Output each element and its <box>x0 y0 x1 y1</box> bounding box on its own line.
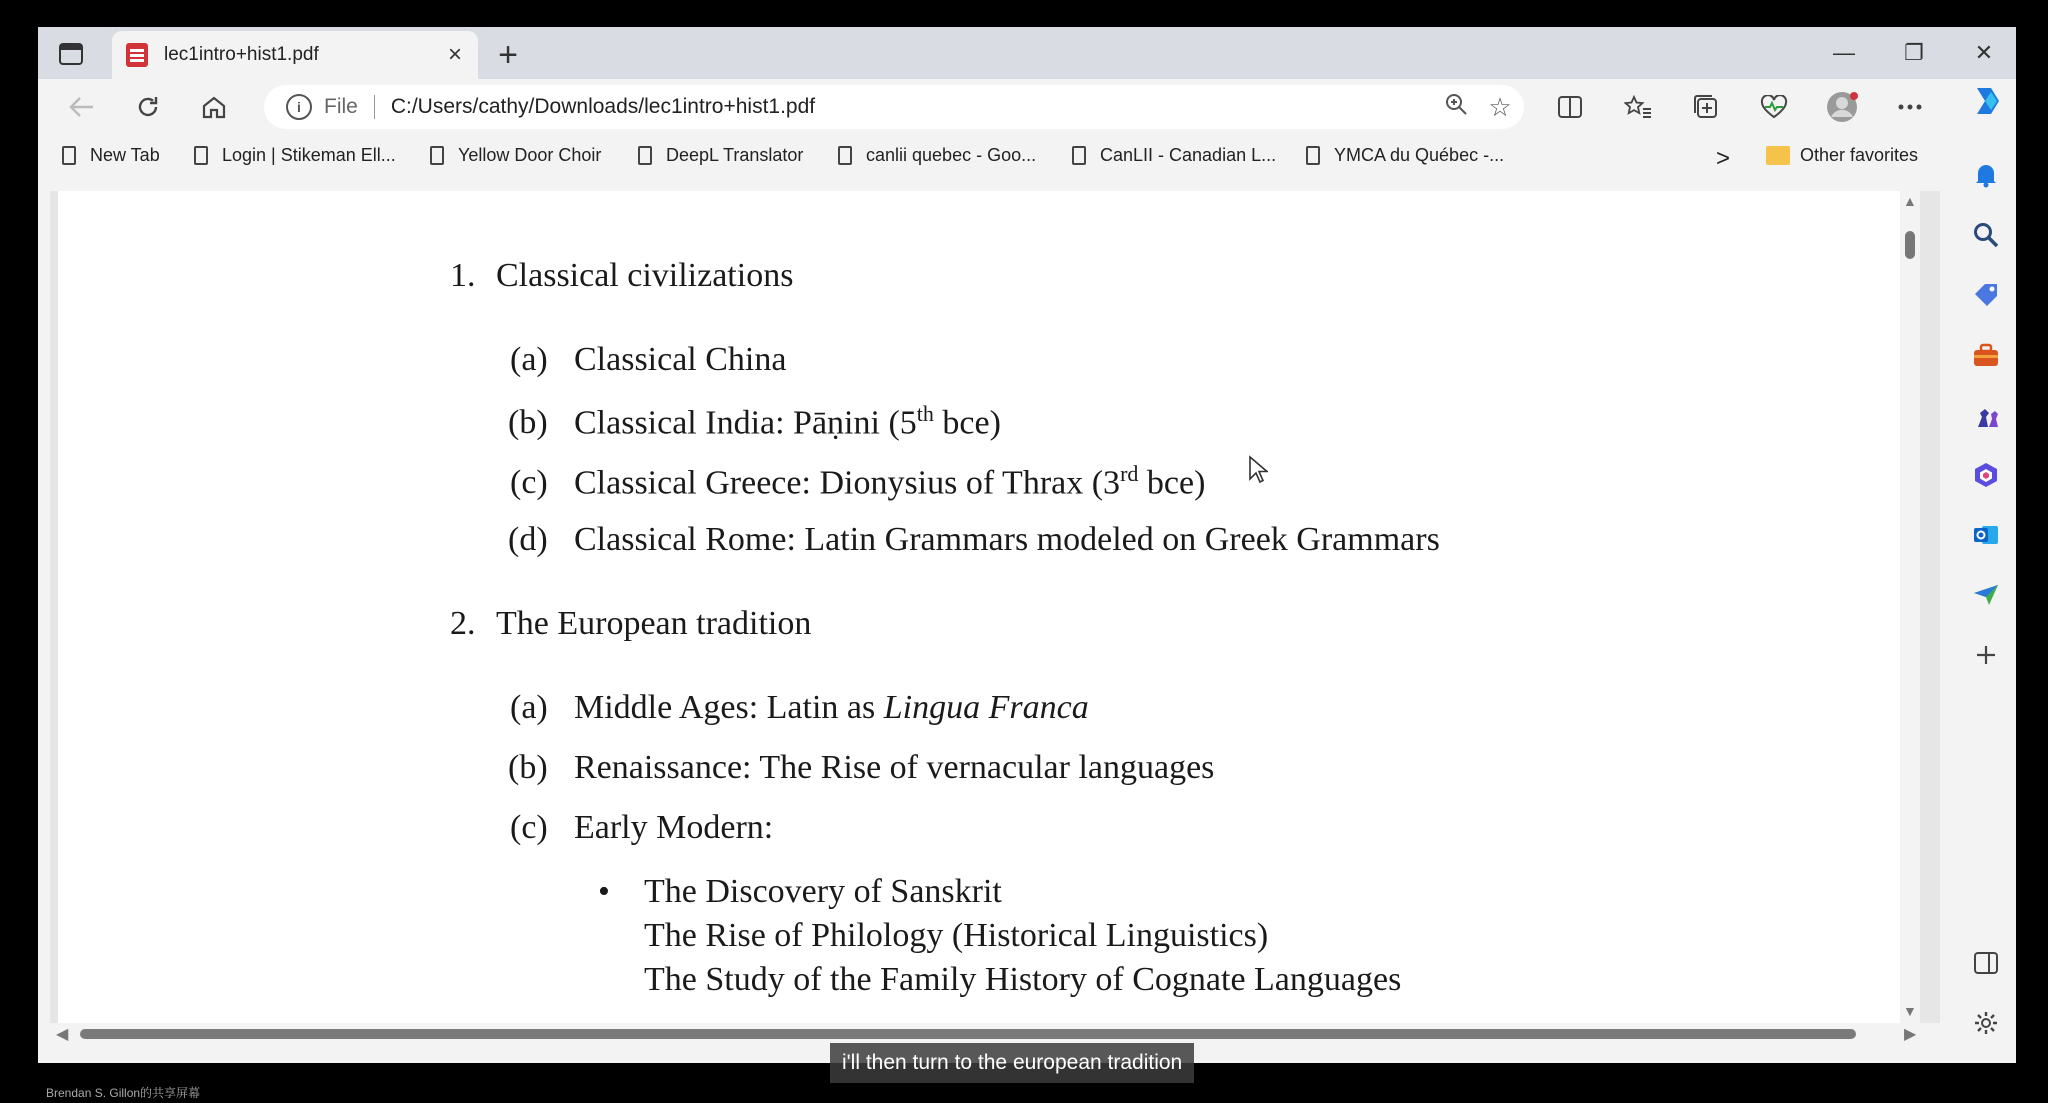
search-icon <box>1973 222 1999 248</box>
shopping-button[interactable] <box>1966 275 2006 315</box>
profile-button[interactable] <box>1822 87 1862 127</box>
presenter-label: Brendan S. Gillon的共享屏幕 <box>46 1086 201 1100</box>
pdf-viewer[interactable] <box>50 191 1940 1044</box>
favorites-bar <box>38 135 2016 183</box>
file-label: File <box>324 95 358 118</box>
bullet-line: The Study of the Family History of Cognate Languages <box>644 961 1402 998</box>
vertical-scrollbar[interactable] <box>1900 191 1920 1023</box>
item-text: Early Modern: <box>574 809 774 846</box>
favorite-label: Login | Stikeman Ell... <box>222 145 396 165</box>
split-screen-button[interactable] <box>1550 87 1590 127</box>
scroll-up-icon[interactable]: ▲ <box>1903 193 1917 209</box>
favorite-star-icon[interactable]: ☆ <box>1488 91 1512 122</box>
collections-icon <box>1693 94 1719 120</box>
list-item <box>510 341 786 379</box>
section-number: 2. <box>450 605 476 642</box>
sidebar-settings-button[interactable] <box>1966 1003 2006 1043</box>
games-button[interactable] <box>1966 395 2006 435</box>
favorite-item[interactable] <box>194 145 396 166</box>
list-item <box>508 749 1214 787</box>
browser-window <box>38 27 2016 1063</box>
close-window-button[interactable]: ✕ <box>1974 40 1994 65</box>
outlook-button[interactable] <box>1966 515 2006 555</box>
toolbar <box>38 79 2016 135</box>
favorites-icon <box>1624 95 1652 119</box>
edge-sidebar <box>1956 79 2016 1063</box>
item-label: (b) <box>508 404 548 442</box>
collections-button[interactable] <box>1686 87 1726 127</box>
item-text: Classical Rome: Latin Grammars modeled on Greek Grammars <box>574 521 1440 558</box>
bullet-marker: • <box>598 873 610 910</box>
item-label: (c) <box>510 809 548 846</box>
list-item <box>510 809 773 847</box>
list-item <box>510 689 1089 727</box>
scroll-left-icon[interactable]: ◀ <box>56 1026 69 1043</box>
scroll-right-icon[interactable]: ▶ <box>1904 1026 1917 1043</box>
superscript: th <box>916 401 934 426</box>
item-text: Classical China <box>574 341 787 378</box>
zoom-icon[interactable] <box>1436 92 1476 122</box>
tools-button[interactable] <box>1966 335 2006 375</box>
favorite-item[interactable] <box>838 145 1036 166</box>
item-italic: Lingua Franca <box>883 689 1089 726</box>
minimize-button[interactable]: — <box>1833 40 1855 65</box>
office-icon <box>1972 461 2000 489</box>
tab-strip <box>38 27 2016 79</box>
item-text-end: bce) <box>933 404 1001 442</box>
tab-actions-button[interactable] <box>52 39 90 69</box>
section-heading <box>450 605 811 643</box>
section-title: The European tradition <box>496 605 812 642</box>
back-button[interactable] <box>62 87 102 127</box>
favorite-item[interactable] <box>638 145 803 166</box>
split-screen-icon <box>1558 96 1582 118</box>
horizontal-scroll-thumb[interactable] <box>80 1029 1856 1039</box>
home-icon <box>201 95 227 119</box>
tab-active[interactable] <box>112 31 478 79</box>
favorite-label: YMCA du Québec -... <box>1334 145 1505 165</box>
item-label: (a) <box>510 341 548 378</box>
list-item <box>508 521 1440 559</box>
address-divider <box>374 95 375 119</box>
favorite-label: canlii quebec - Goo... <box>866 145 1037 165</box>
mouse-pointer-icon <box>1248 455 1268 490</box>
favorite-item[interactable] <box>1306 145 1504 166</box>
pdf-page <box>58 191 1920 1023</box>
horizontal-scrollbar[interactable] <box>50 1023 1940 1044</box>
item-label: (b) <box>508 749 548 786</box>
other-favorites-button[interactable] <box>1766 145 1918 166</box>
tab-title: lec1intro+hist1.pdf <box>164 44 319 65</box>
outlook-icon <box>1972 522 2000 548</box>
favorite-item[interactable] <box>1072 145 1276 166</box>
notifications-button[interactable] <box>1966 155 2006 195</box>
page-icon <box>638 146 652 165</box>
plus-icon <box>1975 644 1997 666</box>
favorite-label: New Tab <box>90 145 160 165</box>
folder-icon <box>1766 146 1790 165</box>
section-title: Classical civilizations <box>496 257 794 294</box>
bell-icon <box>1974 162 1998 188</box>
superscript: rd <box>1120 461 1139 486</box>
briefcase-icon <box>1972 343 2000 367</box>
section-heading <box>450 257 793 295</box>
restore-button[interactable]: ❐ <box>1904 40 1924 65</box>
more-icon <box>1898 104 1922 110</box>
page-icon <box>194 146 208 165</box>
item-text: Renaissance: The Rise of vernacular languages <box>574 749 1215 786</box>
browser-essentials-button[interactable] <box>1754 87 1794 127</box>
tab-actions-icon <box>59 43 83 65</box>
bullet-line: The Discovery of Sanskrit <box>644 873 1002 910</box>
item-text: Classical India: Pāṇini (5 <box>574 404 917 442</box>
office-button[interactable] <box>1966 455 2006 495</box>
settings-more-button[interactable] <box>1890 87 1930 127</box>
tab-close-button[interactable]: × <box>447 41 462 68</box>
home-button[interactable] <box>194 87 234 127</box>
favorites-overflow-button[interactable]: > <box>1716 145 1731 172</box>
heart-pulse-icon <box>1760 95 1788 119</box>
subtitle-caption: i'll then turn to the european tradition <box>830 1043 1194 1083</box>
favorite-label: CanLII - Canadian L... <box>1100 145 1277 165</box>
refresh-icon <box>135 94 161 120</box>
sidebar-panel-icon <box>1974 952 1998 974</box>
list-item <box>510 461 1205 502</box>
favorite-item[interactable] <box>430 145 601 166</box>
paper-plane-icon <box>1972 583 2000 607</box>
copilot-button[interactable] <box>1966 81 2006 121</box>
item-text: Middle Ages: Latin as <box>574 689 884 726</box>
chess-icon <box>1972 401 2000 429</box>
info-icon[interactable]: i <box>286 94 312 120</box>
item-text: Classical Greece: Dionysius of Thrax (3 <box>574 464 1121 502</box>
other-favorites-label: Other favorites <box>1800 145 1919 165</box>
tag-icon <box>1973 282 1999 308</box>
avatar <box>1825 90 1859 124</box>
favorite-item[interactable] <box>62 145 160 166</box>
favorite-label: Yellow Door Choir <box>458 145 602 165</box>
vertical-scroll-thumb[interactable] <box>1905 231 1915 259</box>
item-label: (d) <box>508 521 548 558</box>
bullet-line: The Rise of Philology (Historical Linguistics) <box>644 917 1269 954</box>
list-item <box>508 401 1001 442</box>
copilot-icon <box>1969 84 2003 118</box>
item-text-end: bce) <box>1138 464 1206 502</box>
hide-sidebar-button[interactable] <box>1966 943 2006 983</box>
item-label: (a) <box>510 689 548 726</box>
pdf-icon <box>126 43 148 67</box>
url-text[interactable]: C:/Users/cathy/Downloads/lec1intro+hist1.pdf <box>390 95 816 118</box>
page-icon <box>838 146 852 165</box>
gear-icon <box>1973 1010 1999 1036</box>
page-icon <box>430 146 444 165</box>
search-button[interactable] <box>1966 215 2006 255</box>
new-tab-button[interactable]: + <box>498 35 518 74</box>
add-sidebar-app-button[interactable] <box>1966 635 2006 675</box>
back-icon <box>69 96 95 118</box>
favorite-label: DeepL Translator <box>666 145 804 165</box>
page-icon <box>1306 146 1320 165</box>
item-label: (c) <box>510 464 548 502</box>
scroll-down-icon[interactable]: ▼ <box>1903 1003 1917 1019</box>
page-icon <box>62 146 76 165</box>
refresh-button[interactable] <box>128 87 168 127</box>
address-bar[interactable] <box>264 85 1524 129</box>
favorites-button[interactable] <box>1618 87 1658 127</box>
section-number: 1. <box>450 257 476 294</box>
send-button[interactable] <box>1966 575 2006 615</box>
page-icon <box>1072 146 1086 165</box>
